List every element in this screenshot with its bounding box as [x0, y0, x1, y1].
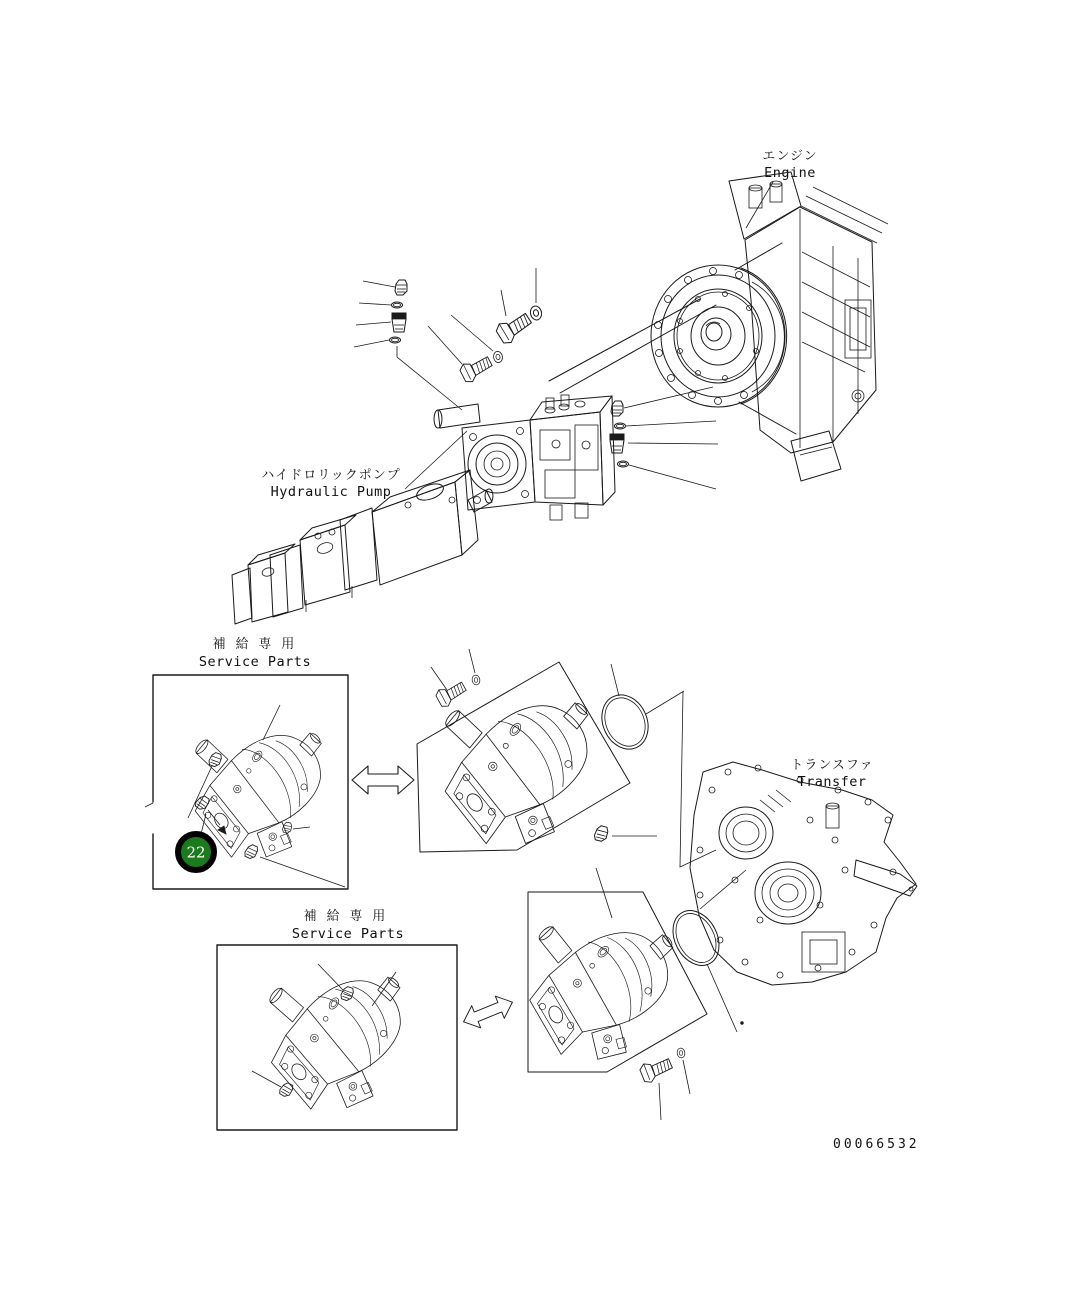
transfer-bolt-holes — [697, 765, 896, 978]
washer-part-icon — [676, 1048, 685, 1059]
engine-label — [762, 149, 817, 181]
service-parts-upper-section — [145, 636, 361, 889]
plug-part-icon — [340, 985, 355, 1001]
engine-pump-alignment-lines — [549, 299, 716, 393]
transfer-label — [790, 758, 873, 790]
service-parts-lower-label-ja: 補 給 専 用 — [303, 909, 387, 924]
callout-22[interactable] — [178, 834, 214, 870]
mounting-parts-upper-left — [354, 280, 462, 410]
plug-part-icon — [243, 843, 258, 860]
drawing-number: 00066532 — [833, 1137, 920, 1152]
exchange-pump-drawing — [504, 881, 706, 1080]
mounting-bolts-upper — [428, 268, 543, 384]
plug-part-icon — [593, 825, 608, 843]
service-parts-upper-label-en: Service Parts — [198, 654, 312, 670]
pump-exchange-section-upper — [410, 649, 657, 870]
engine-label-ja: エンジン — [762, 149, 818, 164]
service-parts-lower-section — [217, 908, 457, 1133]
fitting-part-icon — [610, 434, 624, 453]
plug-part-icon — [395, 280, 407, 295]
washer-part-icon — [493, 351, 504, 364]
washer-part-icon — [471, 675, 480, 686]
plug-part-icon — [282, 822, 292, 834]
o-ring-part-icon — [618, 461, 629, 467]
hydraulic-pump-label-ja: ハイドロリックポンプ — [261, 468, 401, 483]
bolt-part-icon — [434, 679, 469, 709]
bolt-part-icon — [458, 354, 495, 385]
service-pump-drawing — [238, 928, 444, 1132]
hydraulic-pump-label-en: Hydraulic Pump — [270, 484, 392, 500]
service-parts-lower-box — [217, 945, 457, 1130]
callout-22-number: 22 — [186, 843, 206, 862]
engine-label-en: Engine — [764, 165, 816, 181]
fitting-part-icon — [392, 313, 406, 332]
service-parts-upper-label-ja: 補 給 専 用 — [212, 637, 296, 652]
fitting-parts-right — [610, 387, 718, 489]
o-ring-part-icon — [390, 337, 401, 343]
double-arrow-icon — [459, 991, 517, 1033]
transfer-label-ja: トランスファ — [790, 758, 874, 773]
bolt-part-icon — [494, 310, 535, 346]
bolt-part-icon — [639, 1056, 675, 1085]
engine-drawing — [651, 172, 888, 481]
washer-part-icon — [529, 305, 543, 321]
plug-part-icon — [208, 751, 223, 767]
pump-exchange-section-lower — [504, 868, 707, 1120]
service-parts-lower-label-en: Service Parts — [291, 926, 405, 942]
o-ring-large-upper — [594, 664, 684, 757]
hydraulic-pump-assembly-drawing — [405, 395, 615, 520]
exchange-pump-drawing — [410, 649, 633, 870]
o-ring-part-icon — [615, 423, 626, 429]
o-ring-large-lower — [664, 870, 746, 1032]
double-arrow-icon — [352, 766, 414, 794]
o-ring-part-icon — [392, 302, 403, 308]
transfer-label-en: Transfer — [797, 774, 867, 790]
transfer-drawing — [680, 692, 917, 1024]
plug-part-icon — [278, 1081, 294, 1098]
hydraulic-pump-label — [261, 468, 400, 500]
